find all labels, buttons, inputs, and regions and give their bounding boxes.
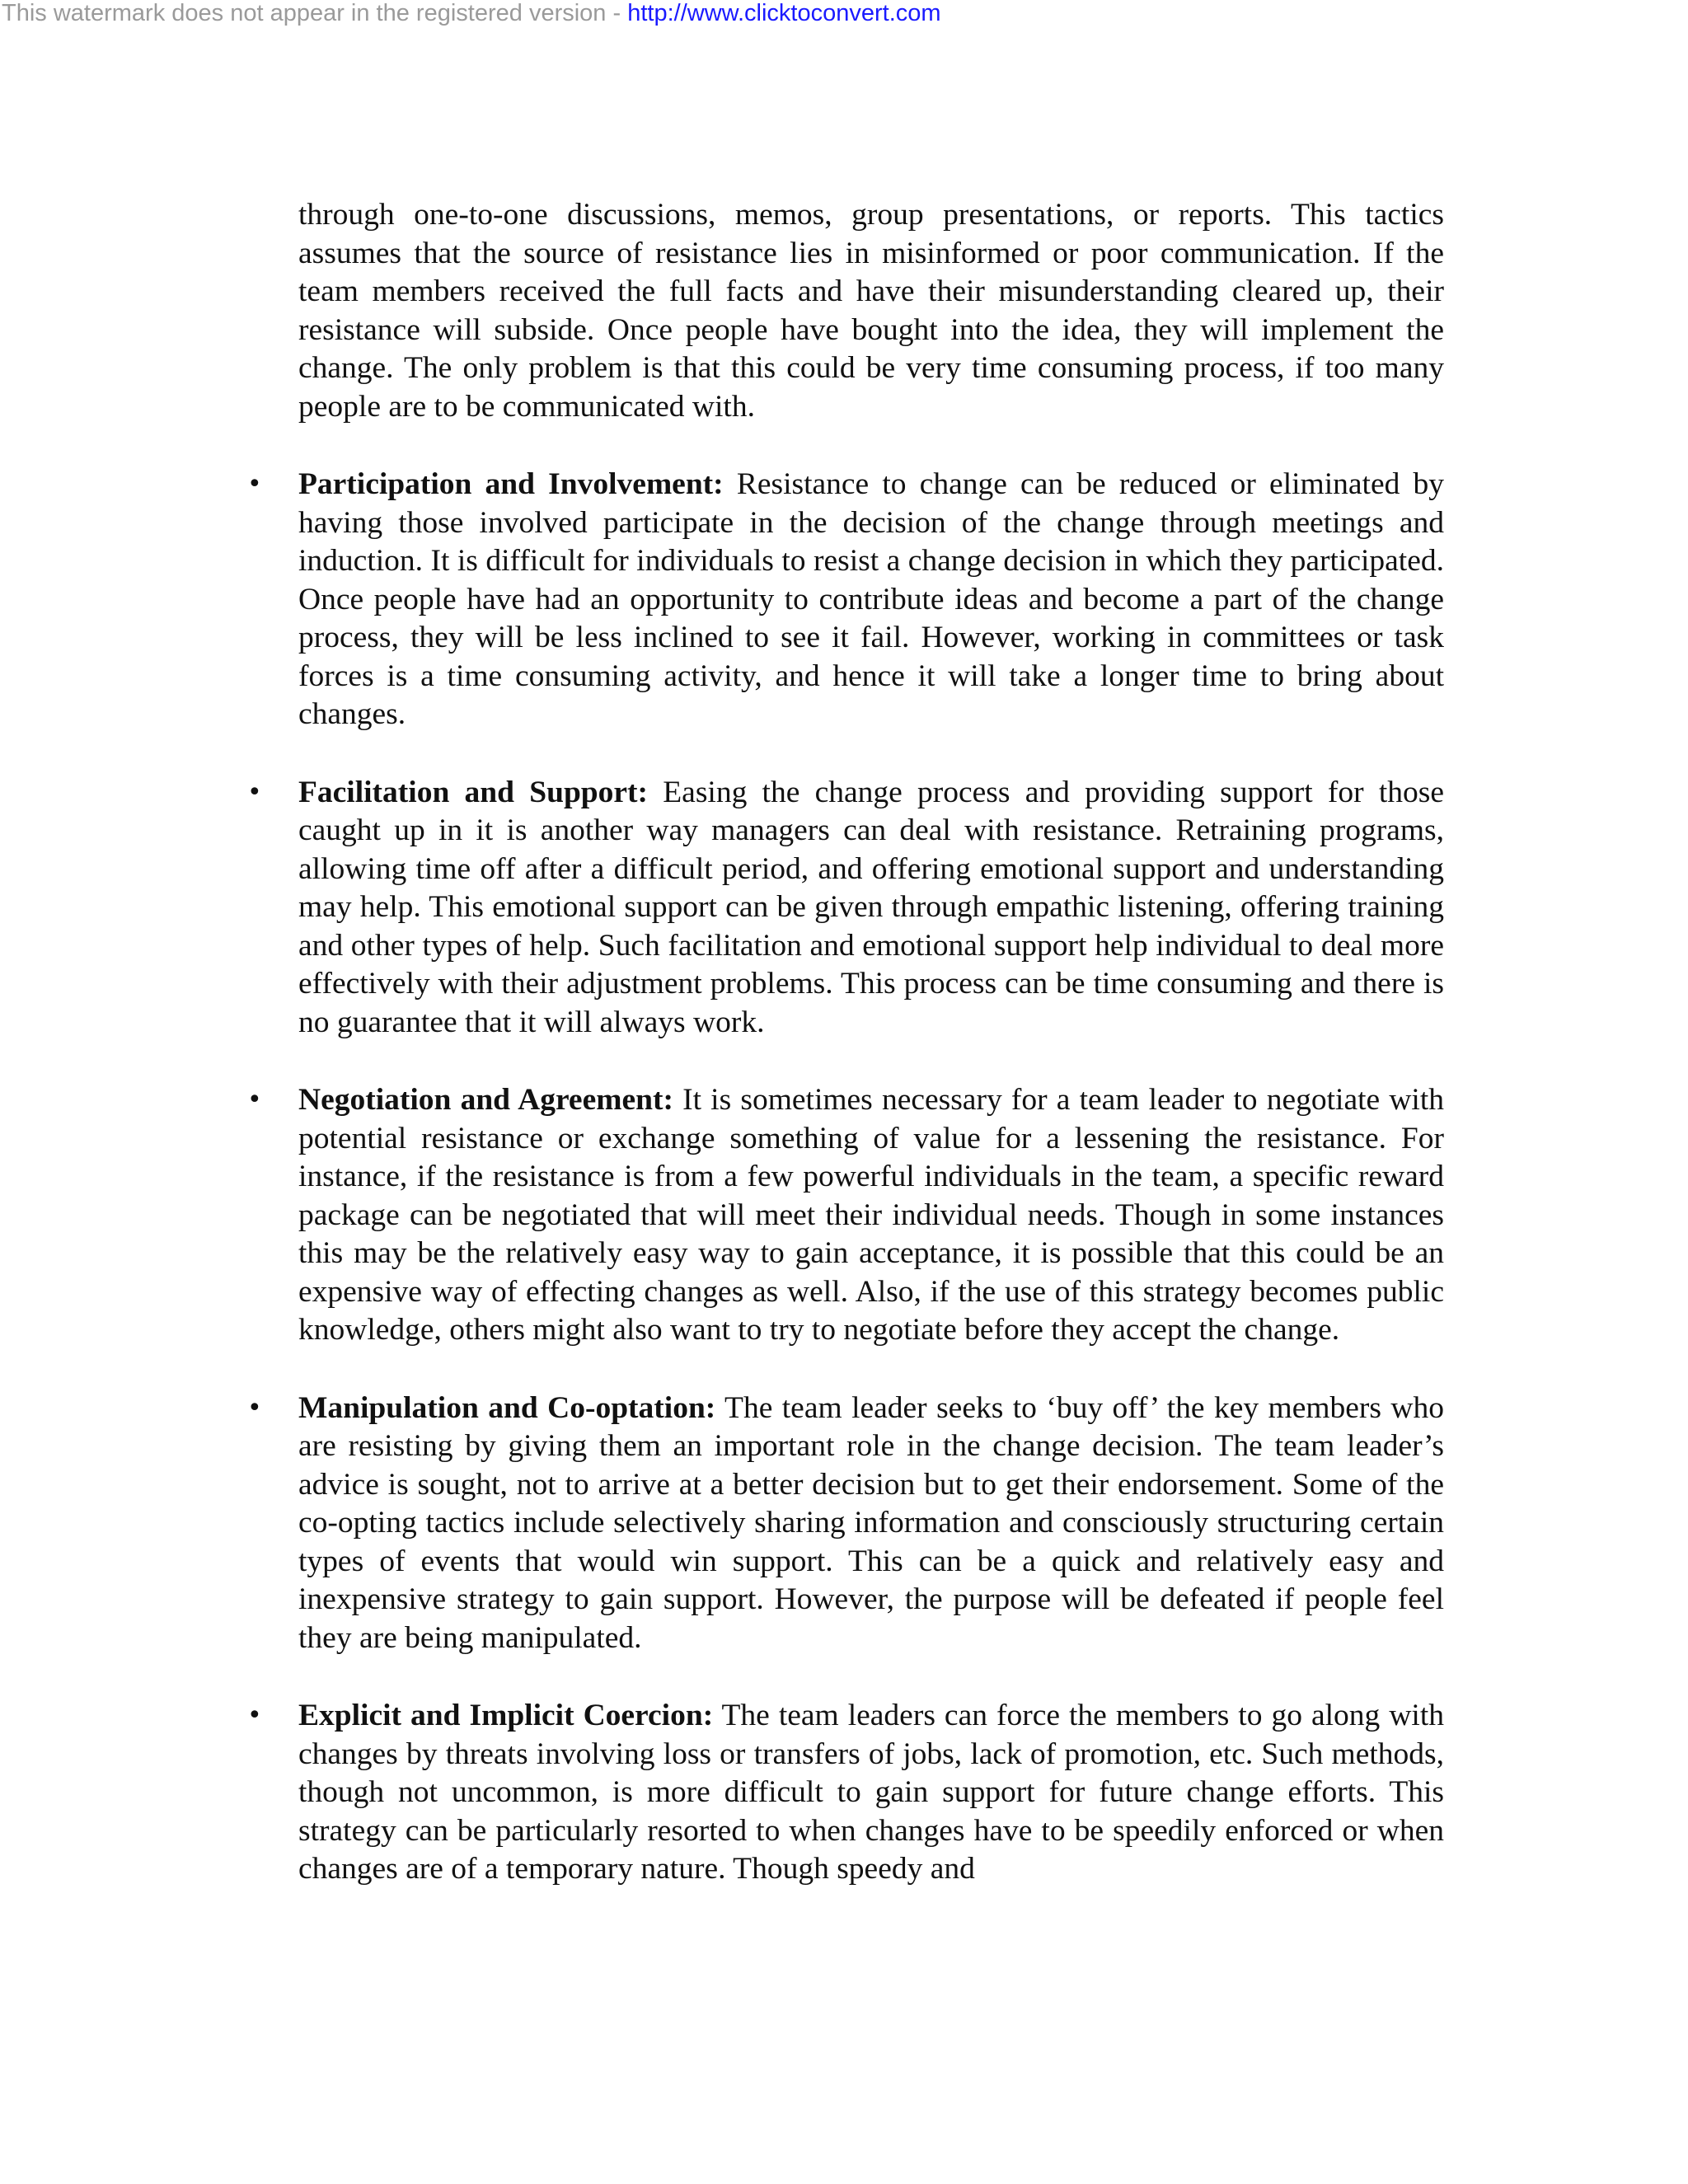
item-text: It is sometimes necessary for a team leader to negotiate with potential resistance or exchange something of value for a lessening the resistance. For instance, if the resistance is from a few powerful individuals in the team, a specific reward package can be negotiated that will meet their individual needs. Though in some instances this may be the relatively easy way to gain acceptance, it is possible that this could be an expensive way of effecting changes as well. Also, if the use of this strategy becomes public knowledge, others might also want to try to negotiate before they accept the change. (298, 1083, 1444, 1347)
item-term: Explicit and Implicit Coercion: (298, 1699, 714, 1732)
bullet-icon: • (247, 1393, 262, 1422)
bullet-icon: • (247, 1701, 262, 1730)
watermark-link[interactable]: http://www.clicktoconvert.com (627, 0, 941, 26)
item-text: Resistance to change can be reduced or eliminated by having those involved participate in the decision of the change through meetings and induction. It is difficult for individuals to resist a change decision in which they participated. Once people have had an opportunity to contribute ideas and become a part of the change process, they will be less inclined to see it fail. However, working in committees or task forces is a time consuming activity, and hence it will take a longer time to bring about changes. (298, 467, 1445, 731)
list-item-coercion (247, 1697, 1444, 1889)
list-item-participation (247, 466, 1445, 734)
bullet-icon: • (247, 1085, 262, 1114)
document-body (247, 196, 1445, 1889)
item-term: Facilitation and Support: (298, 775, 649, 809)
item-text: The team leaders can force the members to go along with changes by threats involving loss or transfers of jobs, lack of promotion, etc. Such methods, though not uncommon, is more difficult to gain support for future change efforts. This strategy can be particularly resorted to when changes have to be speedily enforced or when changes are of a temporary nature. Though speedy and (298, 1699, 1444, 1886)
item-term: Manipulation and Co-optation: (298, 1390, 716, 1425)
bullet-icon: • (247, 470, 262, 499)
item-text: Easing the change process and providing support for those caught up in it is another way managers can deal with resistance. Retraining programs, allowing time off after a difficult period, and offering emotional support and understanding may help. This emotional support can be given through empathic listening, offering training and other types of help. Such facilitation and emotional support help individual to deal more effectively with their adjustment problems. This process can be time consuming and there is no guarantee that it will always work. (298, 775, 1445, 1039)
list-item-negotiation (247, 1081, 1444, 1350)
item-term: Participation and Involvement: (298, 467, 724, 501)
list-item-facilitation (247, 774, 1445, 1043)
bullet-icon: • (247, 777, 262, 807)
watermark (2, 0, 941, 26)
intro-paragraph: through one-to-one discussions, memos, group presentations, or reports. This tactics assumes that the source of resistance lies in misinformed or poor communication. If the team members received the full facts and have their misunderstanding cleared up, their resistance will subside. Once people have bought into the idea, they will implement the change. The only problem is that this could be very time consuming process, if too many people are to be communicated with. (298, 198, 1444, 424)
item-term: Negotiation and Agreement: (298, 1083, 673, 1117)
list-item-manipulation (247, 1390, 1445, 1658)
item-text: The team leader seeks to ‘buy off’ the key members who are resisting by giving them an important role in the change decision. The team leader’s advice is sought, not to arrive at a better decision but to get their endorsement. Some of the co-opting tactics include selectively sharing information and consciously structuring certain types of events that would win support. This can be a quick and relatively easy and inexpensive strategy to gain support. However, the purpose will be defeated if people feel they are being manipulated. (298, 1390, 1445, 1655)
watermark-text: This watermark does not appear in the registered version - (2, 0, 628, 26)
